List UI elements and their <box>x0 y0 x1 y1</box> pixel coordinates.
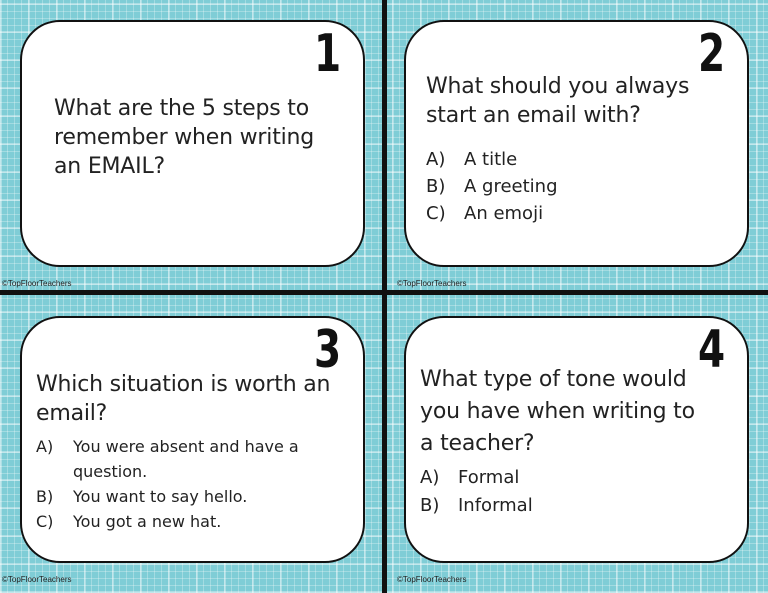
option-text: You were absent and have a question. <box>73 437 299 481</box>
option-text: A title <box>464 149 518 170</box>
vertical-cut-line <box>382 0 387 593</box>
task-card-2 <box>404 20 749 267</box>
option-text: Formal <box>458 467 520 488</box>
card-number: 1 <box>313 24 341 84</box>
card-number: 3 <box>313 320 341 380</box>
copyright-credit: ©TopFloorTeachers <box>397 279 467 288</box>
answer-option <box>36 434 351 484</box>
option-text: A greeting <box>464 176 558 197</box>
task-card-3 <box>20 316 365 563</box>
card-question: What type of tone would you have when writing to a teacher? <box>420 367 695 456</box>
option-text: An emoji <box>464 203 544 224</box>
option-letter: B) <box>426 176 446 197</box>
option-text: Informal <box>458 495 533 516</box>
answer-option <box>426 146 558 173</box>
option-letter: B) <box>420 495 440 516</box>
card-question: What are the 5 steps to remember when writing an EMAIL? <box>54 96 315 179</box>
card-question: What should you always start an email with? <box>426 74 690 128</box>
horizontal-cut-line <box>0 290 768 295</box>
copyright-credit: ©TopFloorTeachers <box>2 279 72 288</box>
card-number: 2 <box>697 24 725 84</box>
answer-options <box>36 434 351 534</box>
answer-option <box>426 173 558 200</box>
copyright-credit: ©TopFloorTeachers <box>397 575 467 584</box>
option-letter: A) <box>36 437 54 456</box>
option-letter: A) <box>420 467 440 488</box>
card-number: 4 <box>697 320 725 380</box>
option-text: You want to say hello. <box>73 487 248 506</box>
option-letter: A) <box>426 149 446 170</box>
option-letter: C) <box>426 203 446 224</box>
option-letter: C) <box>36 512 54 531</box>
answer-option <box>36 509 351 534</box>
option-text: You got a new hat. <box>73 512 222 531</box>
card-question: Which situation is worth an email? <box>36 372 331 426</box>
answer-options <box>420 464 533 520</box>
task-card-4 <box>404 316 749 563</box>
answer-options <box>426 146 558 227</box>
answer-option <box>426 200 558 227</box>
answer-option <box>420 492 533 520</box>
copyright-credit: ©TopFloorTeachers <box>2 575 72 584</box>
answer-option <box>36 484 351 509</box>
option-letter: B) <box>36 487 54 506</box>
task-card-1 <box>20 20 365 267</box>
answer-option <box>420 464 533 492</box>
